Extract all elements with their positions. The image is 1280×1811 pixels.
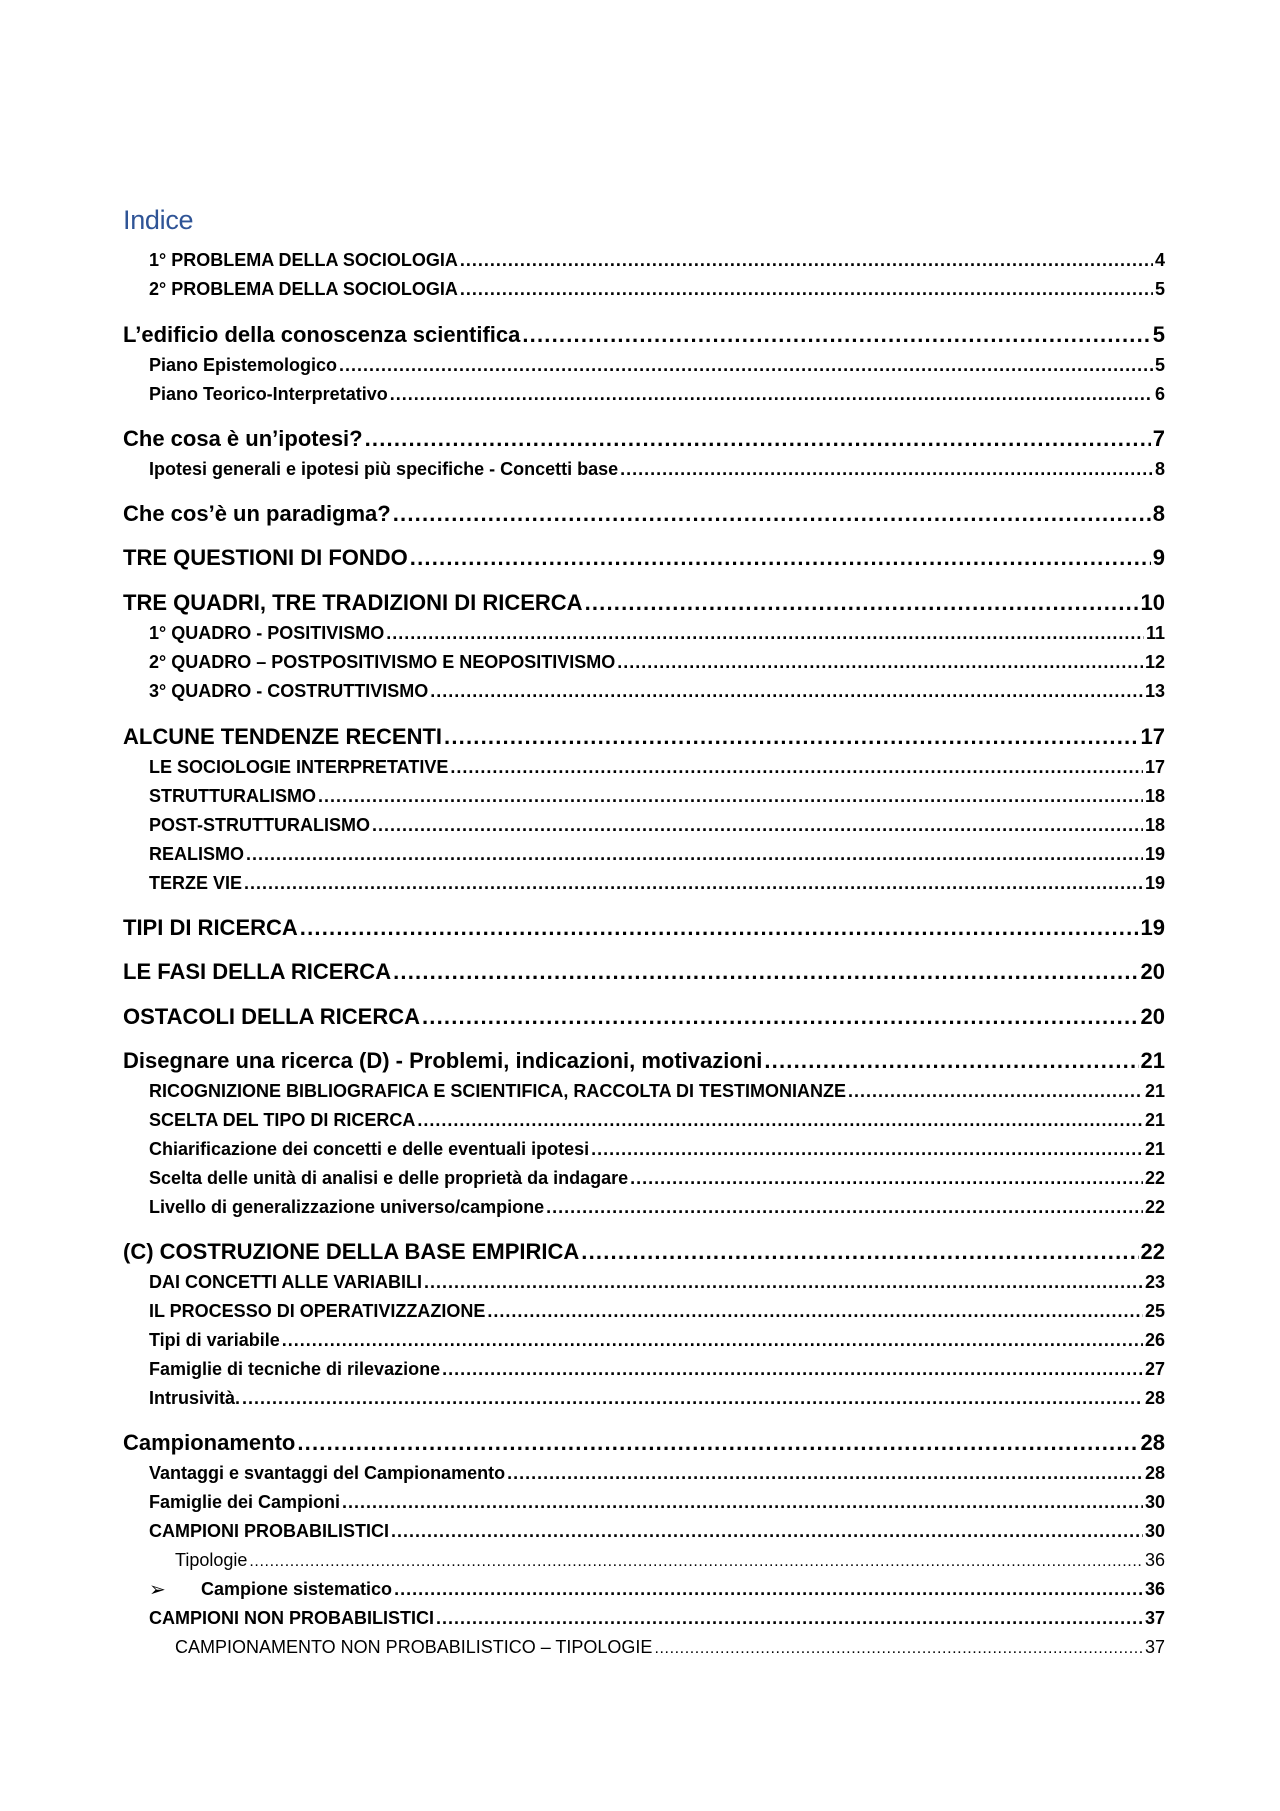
toc-entry[interactable]: LE FASI DELLA RICERCA ..... 20 [123,959,1165,985]
toc-entry[interactable]: Tipi di variabile ..... 26 [149,1330,1165,1351]
toc-entry[interactable]: Che cos’è un paradigma? ..... 8 [123,501,1165,527]
toc-entry[interactable]: OSTACOLI DELLA RICERCA ..... 20 [123,1004,1165,1030]
toc-entry[interactable]: CAMPIONAMENTO NON PROBABILISTICO – TIPOLOGIE ..... 37 [175,1637,1165,1658]
toc-entry[interactable]: L’edificio della conoscenza scientifica ..... 5 [123,322,1165,348]
toc-entry[interactable]: RICOGNIZIONE BIBLIOGRAFICA E SCIENTIFICA, RACCOLTA DI TESTIMONIANZE ..... 21 [149,1081,1165,1102]
toc-entry[interactable]: DAI CONCETTI ALLE VARIABILI ..... 23 [149,1272,1165,1293]
toc-title: Indice [123,205,194,235]
toc-entry[interactable]: Piano Teorico-Interpretativo ..... 6 [149,384,1165,405]
toc-entry[interactable]: REALISMO ..... 19 [149,844,1165,865]
toc-entry[interactable]: ALCUNE TENDENZE RECENTI ..... 17 [123,724,1165,750]
toc-entry[interactable]: Vantaggi e svantaggi del Campionamento ..... 28 [149,1463,1165,1484]
toc-entry[interactable]: Chiarificazione dei concetti e delle eventuali ipotesi ..... 21 [149,1139,1165,1160]
toc-entry[interactable]: IL PROCESSO DI OPERATIVIZZAZIONE ..... 25 [149,1301,1165,1322]
toc-entry[interactable]: Piano Epistemologico ..... 5 [149,355,1165,376]
toc-entry[interactable]: 1° PROBLEMA DELLA SOCIOLOGIA ..... 4 [149,250,1165,271]
toc-entry[interactable]: TERZE VIE ..... 19 [149,873,1165,894]
toc-entry[interactable]: Tipologie ..... 36 [175,1550,1165,1571]
toc-entry[interactable]: Disegnare una ricerca (D) - Problemi, indicazioni, motivazioni ..... 21 [123,1048,1165,1074]
toc-entry[interactable]: TIPI DI RICERCA ..... 19 [123,915,1165,941]
toc-entry[interactable]: 1° QUADRO - POSITIVISMO ..... 11 [149,623,1165,644]
arrow-bullet-icon: ➢ [149,1579,166,1601]
toc-entry[interactable]: Ipotesi generali e ipotesi più specifiche - Concetti base ..... 8 [149,459,1165,480]
toc-entry[interactable]: Che cosa è un’ipotesi? ..... 7 [123,426,1165,452]
toc-entry[interactable]: SCELTA DEL TIPO DI RICERCA ..... 21 [149,1110,1165,1131]
toc-entry[interactable]: LE SOCIOLOGIE INTERPRETATIVE ..... 17 [149,757,1165,778]
toc-entry[interactable]: CAMPIONI NON PROBABILISTICI ..... 37 [149,1608,1165,1629]
toc-entry[interactable]: Famiglie dei Campioni ..... 30 [149,1492,1165,1513]
toc-entry[interactable]: (C) COSTRUZIONE DELLA BASE EMPIRICA ..... 22 [123,1239,1165,1265]
toc-entry[interactable]: Famiglie di tecniche di rilevazione ..... 27 [149,1359,1165,1380]
toc-entry[interactable]: TRE QUADRI, TRE TRADIZIONI DI RICERCA ..... 10 [123,590,1165,616]
toc-entry[interactable]: CAMPIONI PROBABILISTICI ..... 30 [149,1521,1165,1542]
toc-entry[interactable]: TRE QUESTIONI DI FONDO ..... 9 [123,545,1165,571]
toc-entry[interactable]: 2° QUADRO – POSTPOSITIVISMO E NEOPOSITIVISMO ..... 12 [149,652,1165,673]
toc-entry[interactable]: Campione sistematico ..... 36 [201,1579,1165,1600]
toc-entry[interactable]: 2° PROBLEMA DELLA SOCIOLOGIA ..... 5 [149,279,1165,300]
toc-entry[interactable]: 3° QUADRO - COSTRUTTIVISMO ..... 13 [149,681,1165,702]
toc-entry[interactable]: Intrusività. ..... 28 [149,1388,1165,1409]
toc-entry[interactable]: STRUTTURALISMO ..... 18 [149,786,1165,807]
toc-entry[interactable]: Scelta delle unità di analisi e delle proprietà da indagare ..... 22 [149,1168,1165,1189]
toc-entry[interactable]: POST-STRUTTURALISMO ..... 18 [149,815,1165,836]
toc-entry[interactable]: Campionamento ..... 28 [123,1430,1165,1456]
toc-entry[interactable]: Livello di generalizzazione universo/campione ..... 22 [149,1197,1165,1218]
